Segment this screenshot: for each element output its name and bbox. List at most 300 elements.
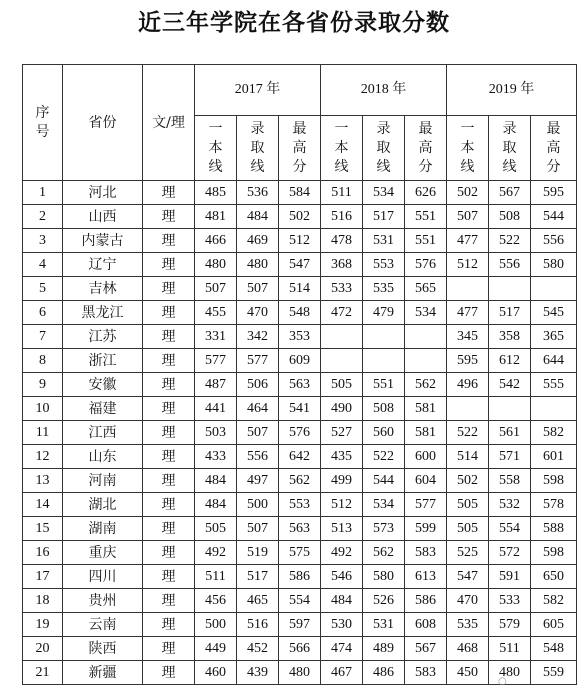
- score-cell: 502: [447, 181, 489, 205]
- score-cell: 449: [195, 637, 237, 661]
- score-cell: 567: [489, 181, 531, 205]
- header-category: 文/理: [143, 65, 195, 181]
- row-category: 理: [143, 565, 195, 589]
- header-year-2019: 2019 年: [447, 65, 577, 116]
- header-seq-label: 序号: [35, 104, 50, 140]
- score-cell: 562: [363, 541, 405, 565]
- score-cell: 489: [363, 637, 405, 661]
- score-cell: 534: [405, 301, 447, 325]
- score-cell: 460: [195, 661, 237, 685]
- row-province: 江西: [63, 421, 143, 445]
- score-cell: 502: [447, 469, 489, 493]
- score-cell: 595: [447, 349, 489, 373]
- row-category: 理: [143, 325, 195, 349]
- table-row: [23, 661, 577, 685]
- score-cell: 480: [237, 253, 279, 277]
- row-category: 理: [143, 445, 195, 469]
- score-cell: 535: [447, 613, 489, 637]
- score-cell: 433: [195, 445, 237, 469]
- score-cell: 579: [489, 613, 531, 637]
- score-cell: 464: [237, 397, 279, 421]
- subheader-label: 录取线: [250, 120, 265, 175]
- score-cell: 474: [321, 637, 363, 661]
- score-cell: 551: [405, 229, 447, 253]
- subheader-cutoff: [195, 116, 237, 181]
- table-row: [23, 373, 577, 397]
- score-cell: 577: [405, 493, 447, 517]
- row-province: 山东: [63, 445, 143, 469]
- score-cell: 556: [531, 229, 577, 253]
- row-seq: 19: [23, 613, 63, 637]
- row-category: 理: [143, 661, 195, 685]
- row-seq: 9: [23, 373, 63, 397]
- score-cell: 576: [279, 421, 321, 445]
- score-cell: [363, 349, 405, 373]
- table-row: [23, 229, 577, 253]
- score-table: [22, 64, 577, 685]
- score-cell: 516: [321, 205, 363, 229]
- score-cell: 534: [363, 493, 405, 517]
- score-cell: 604: [405, 469, 447, 493]
- table-row: [23, 325, 577, 349]
- score-cell: 586: [279, 565, 321, 589]
- score-cell: 582: [531, 589, 577, 613]
- table-row: [23, 181, 577, 205]
- score-cell: 562: [279, 469, 321, 493]
- score-cell: 490: [321, 397, 363, 421]
- score-cell: 480: [489, 661, 531, 685]
- score-cell: 477: [447, 301, 489, 325]
- score-cell: [489, 397, 531, 421]
- score-cell: 560: [363, 421, 405, 445]
- score-cell: 562: [405, 373, 447, 397]
- row-province: 河北: [63, 181, 143, 205]
- score-cell: 505: [195, 517, 237, 541]
- score-cell: [321, 325, 363, 349]
- score-cell: 331: [195, 325, 237, 349]
- score-cell: 558: [489, 469, 531, 493]
- table-row: [23, 301, 577, 325]
- score-cell: 502: [279, 205, 321, 229]
- table-row: [23, 349, 577, 373]
- row-province: 内蒙古: [63, 229, 143, 253]
- score-cell: 644: [531, 349, 577, 373]
- score-cell: 544: [531, 205, 577, 229]
- score-cell: 486: [363, 661, 405, 685]
- table-body: [23, 181, 577, 685]
- row-province: 浙江: [63, 349, 143, 373]
- row-category: 理: [143, 205, 195, 229]
- score-cell: 536: [237, 181, 279, 205]
- score-cell: 554: [279, 589, 321, 613]
- score-cell: 353: [279, 325, 321, 349]
- score-cell: 553: [363, 253, 405, 277]
- row-province: 山西: [63, 205, 143, 229]
- score-cell: 465: [237, 589, 279, 613]
- score-cell: 485: [195, 181, 237, 205]
- score-cell: 469: [237, 229, 279, 253]
- score-cell: 525: [447, 541, 489, 565]
- score-cell: 478: [321, 229, 363, 253]
- score-cell: 545: [531, 301, 577, 325]
- score-cell: 484: [321, 589, 363, 613]
- score-cell: 499: [321, 469, 363, 493]
- score-cell: 512: [279, 229, 321, 253]
- score-cell: 500: [237, 493, 279, 517]
- score-cell: 527: [321, 421, 363, 445]
- table-row: [23, 445, 577, 469]
- score-cell: 342: [237, 325, 279, 349]
- score-cell: 546: [321, 565, 363, 589]
- table-row: [23, 253, 577, 277]
- row-seq: 4: [23, 253, 63, 277]
- score-cell: 368: [321, 253, 363, 277]
- score-cell: 517: [489, 301, 531, 325]
- row-seq: 14: [23, 493, 63, 517]
- score-cell: 514: [279, 277, 321, 301]
- score-cell: 533: [321, 277, 363, 301]
- score-cell: 533: [489, 589, 531, 613]
- row-category: 理: [143, 421, 195, 445]
- score-cell: 497: [237, 469, 279, 493]
- score-cell: 583: [405, 661, 447, 685]
- score-cell: 484: [195, 493, 237, 517]
- score-cell: [447, 397, 489, 421]
- score-cell: 480: [279, 661, 321, 685]
- score-cell: 479: [363, 301, 405, 325]
- score-cell: 609: [279, 349, 321, 373]
- score-cell: 548: [531, 637, 577, 661]
- score-cell: 508: [363, 397, 405, 421]
- row-seq: 7: [23, 325, 63, 349]
- subheader-label: 一本线: [208, 120, 223, 175]
- row-category: 理: [143, 613, 195, 637]
- row-province: 湖南: [63, 517, 143, 541]
- row-category: 理: [143, 493, 195, 517]
- score-cell: 467: [321, 661, 363, 685]
- score-cell: 516: [237, 613, 279, 637]
- row-category: 理: [143, 349, 195, 373]
- score-cell: 526: [363, 589, 405, 613]
- score-cell: 505: [447, 493, 489, 517]
- score-cell: 578: [531, 493, 577, 517]
- score-cell: 551: [363, 373, 405, 397]
- score-cell: 547: [447, 565, 489, 589]
- row-seq: 3: [23, 229, 63, 253]
- score-cell: 535: [363, 277, 405, 301]
- table-row: [23, 277, 577, 301]
- score-cell: 487: [195, 373, 237, 397]
- score-cell: 492: [321, 541, 363, 565]
- row-seq: 8: [23, 349, 63, 373]
- score-cell: 572: [489, 541, 531, 565]
- table-row: [23, 517, 577, 541]
- score-cell: 531: [363, 229, 405, 253]
- score-cell: [405, 349, 447, 373]
- score-cell: 613: [405, 565, 447, 589]
- score-cell: 507: [237, 421, 279, 445]
- row-province: 四川: [63, 565, 143, 589]
- score-cell: 511: [195, 565, 237, 589]
- score-cell: 554: [489, 517, 531, 541]
- row-seq: 18: [23, 589, 63, 613]
- row-seq: 16: [23, 541, 63, 565]
- row-seq: 15: [23, 517, 63, 541]
- score-cell: 547: [279, 253, 321, 277]
- row-province: 重庆: [63, 541, 143, 565]
- row-province: 福建: [63, 397, 143, 421]
- row-province: 吉林: [63, 277, 143, 301]
- score-cell: 626: [405, 181, 447, 205]
- header-seq: [23, 65, 63, 181]
- score-cell: 511: [321, 181, 363, 205]
- score-cell: 565: [405, 277, 447, 301]
- table-row: [23, 397, 577, 421]
- table-row: [23, 589, 577, 613]
- score-cell: 556: [489, 253, 531, 277]
- row-category: 理: [143, 301, 195, 325]
- score-cell: 532: [489, 493, 531, 517]
- row-category: 理: [143, 397, 195, 421]
- subheader-cutoff: [447, 116, 489, 181]
- score-cell: 480: [195, 253, 237, 277]
- score-cell: 345: [447, 325, 489, 349]
- subheader-highest: [279, 116, 321, 181]
- score-cell: 580: [363, 565, 405, 589]
- score-cell: 563: [279, 373, 321, 397]
- score-cell: 571: [489, 445, 531, 469]
- row-seq: 5: [23, 277, 63, 301]
- score-cell: 455: [195, 301, 237, 325]
- row-province: 湖北: [63, 493, 143, 517]
- score-cell: 599: [405, 517, 447, 541]
- row-seq: 11: [23, 421, 63, 445]
- score-cell: 588: [531, 517, 577, 541]
- score-cell: 582: [531, 421, 577, 445]
- table-row: [23, 541, 577, 565]
- score-cell: 553: [279, 493, 321, 517]
- score-cell: 608: [405, 613, 447, 637]
- score-cell: 517: [363, 205, 405, 229]
- score-cell: 450: [447, 661, 489, 685]
- score-cell: 581: [405, 421, 447, 445]
- subheader-highest: [531, 116, 577, 181]
- score-cell: 456: [195, 589, 237, 613]
- score-cell: 555: [531, 373, 577, 397]
- row-seq: 21: [23, 661, 63, 685]
- subheader-label: 最高分: [546, 120, 561, 175]
- score-cell: 586: [405, 589, 447, 613]
- row-category: 理: [143, 637, 195, 661]
- score-cell: 584: [279, 181, 321, 205]
- score-cell: [531, 277, 577, 301]
- score-cell: 519: [237, 541, 279, 565]
- row-category: 理: [143, 277, 195, 301]
- header-year-2018: 2018 年: [321, 65, 447, 116]
- score-cell: 507: [195, 277, 237, 301]
- row-province: 云南: [63, 613, 143, 637]
- score-cell: [321, 349, 363, 373]
- subheader-label: 一本线: [460, 120, 475, 175]
- score-cell: 551: [405, 205, 447, 229]
- subheader-label: 录取线: [502, 120, 517, 175]
- score-cell: [447, 277, 489, 301]
- score-cell: 544: [363, 469, 405, 493]
- subheader-admission: [489, 116, 531, 181]
- row-seq: 2: [23, 205, 63, 229]
- score-cell: 567: [405, 637, 447, 661]
- score-cell: 595: [531, 181, 577, 205]
- score-cell: [405, 325, 447, 349]
- table-row: [23, 469, 577, 493]
- score-cell: 581: [405, 397, 447, 421]
- score-cell: [531, 397, 577, 421]
- score-cell: 531: [363, 613, 405, 637]
- header-province: 省份: [63, 65, 143, 181]
- score-cell: 605: [531, 613, 577, 637]
- table-row: [23, 613, 577, 637]
- row-province: 贵州: [63, 589, 143, 613]
- row-category: 理: [143, 469, 195, 493]
- subheader-label: 最高分: [418, 120, 433, 175]
- score-cell: 598: [531, 541, 577, 565]
- row-category: 理: [143, 589, 195, 613]
- score-cell: 556: [237, 445, 279, 469]
- row-category: 理: [143, 517, 195, 541]
- score-cell: 601: [531, 445, 577, 469]
- score-cell: 505: [321, 373, 363, 397]
- score-cell: 507: [237, 517, 279, 541]
- row-province: 辽宁: [63, 253, 143, 277]
- row-province: 河南: [63, 469, 143, 493]
- header-year-2017: 2017 年: [195, 65, 321, 116]
- row-province: 黑龙江: [63, 301, 143, 325]
- score-cell: 559: [531, 661, 577, 685]
- score-cell: 642: [279, 445, 321, 469]
- row-seq: 1: [23, 181, 63, 205]
- score-cell: 580: [531, 253, 577, 277]
- row-province: 安徽: [63, 373, 143, 397]
- score-cell: 561: [489, 421, 531, 445]
- row-category: 理: [143, 229, 195, 253]
- score-cell: 575: [279, 541, 321, 565]
- score-cell: 577: [237, 349, 279, 373]
- row-category: 理: [143, 253, 195, 277]
- table-row: [23, 637, 577, 661]
- subheader-cutoff: [321, 116, 363, 181]
- score-cell: 503: [195, 421, 237, 445]
- score-cell: 583: [405, 541, 447, 565]
- subheader-label: 最高分: [292, 120, 307, 175]
- score-cell: 435: [321, 445, 363, 469]
- score-cell: 612: [489, 349, 531, 373]
- row-province: 江苏: [63, 325, 143, 349]
- row-category: 理: [143, 541, 195, 565]
- watermark-icon: ○: [498, 676, 507, 687]
- score-cell: 500: [195, 613, 237, 637]
- score-cell: 496: [447, 373, 489, 397]
- score-cell: 492: [195, 541, 237, 565]
- subheader-admission: [363, 116, 405, 181]
- score-cell: 522: [489, 229, 531, 253]
- score-cell: 507: [447, 205, 489, 229]
- page-title: 近三年学院在各省份录取分数: [138, 9, 450, 36]
- score-cell: 650: [531, 565, 577, 589]
- row-seq: 17: [23, 565, 63, 589]
- score-cell: 439: [237, 661, 279, 685]
- score-cell: 591: [489, 565, 531, 589]
- score-cell: 477: [447, 229, 489, 253]
- score-cell: 548: [279, 301, 321, 325]
- row-category: 理: [143, 373, 195, 397]
- score-cell: 441: [195, 397, 237, 421]
- row-seq: 10: [23, 397, 63, 421]
- score-cell: 541: [279, 397, 321, 421]
- score-cell: 597: [279, 613, 321, 637]
- score-cell: 508: [489, 205, 531, 229]
- score-cell: 577: [195, 349, 237, 373]
- score-cell: 358: [489, 325, 531, 349]
- score-cell: 484: [237, 205, 279, 229]
- table-row: [23, 205, 577, 229]
- subheader-label: 录取线: [376, 120, 391, 175]
- score-cell: 481: [195, 205, 237, 229]
- score-cell: 542: [489, 373, 531, 397]
- score-cell: 506: [237, 373, 279, 397]
- table-row: [23, 421, 577, 445]
- score-cell: 576: [405, 253, 447, 277]
- score-cell: 468: [447, 637, 489, 661]
- score-cell: 365: [531, 325, 577, 349]
- table-row: [23, 493, 577, 517]
- score-cell: 573: [363, 517, 405, 541]
- score-cell: 566: [279, 637, 321, 661]
- score-cell: [363, 325, 405, 349]
- score-cell: 512: [321, 493, 363, 517]
- score-cell: 511: [489, 637, 531, 661]
- subheader-admission: [237, 116, 279, 181]
- score-cell: 470: [237, 301, 279, 325]
- subheader-highest: [405, 116, 447, 181]
- subheader-label: 一本线: [334, 120, 349, 175]
- row-seq: 12: [23, 445, 63, 469]
- row-category: 理: [143, 181, 195, 205]
- row-province: 陕西: [63, 637, 143, 661]
- score-cell: 600: [405, 445, 447, 469]
- score-cell: 522: [363, 445, 405, 469]
- score-cell: 534: [363, 181, 405, 205]
- score-cell: 452: [237, 637, 279, 661]
- score-cell: 522: [447, 421, 489, 445]
- score-cell: 598: [531, 469, 577, 493]
- row-province: 新疆: [63, 661, 143, 685]
- score-cell: 470: [447, 589, 489, 613]
- row-seq: 20: [23, 637, 63, 661]
- score-cell: 484: [195, 469, 237, 493]
- score-cell: 505: [447, 517, 489, 541]
- score-cell: 466: [195, 229, 237, 253]
- score-cell: 472: [321, 301, 363, 325]
- score-cell: 513: [321, 517, 363, 541]
- row-seq: 6: [23, 301, 63, 325]
- row-seq: 13: [23, 469, 63, 493]
- score-cell: 507: [237, 277, 279, 301]
- score-cell: 530: [321, 613, 363, 637]
- score-cell: 514: [447, 445, 489, 469]
- score-cell: [489, 277, 531, 301]
- score-cell: 512: [447, 253, 489, 277]
- score-cell: 563: [279, 517, 321, 541]
